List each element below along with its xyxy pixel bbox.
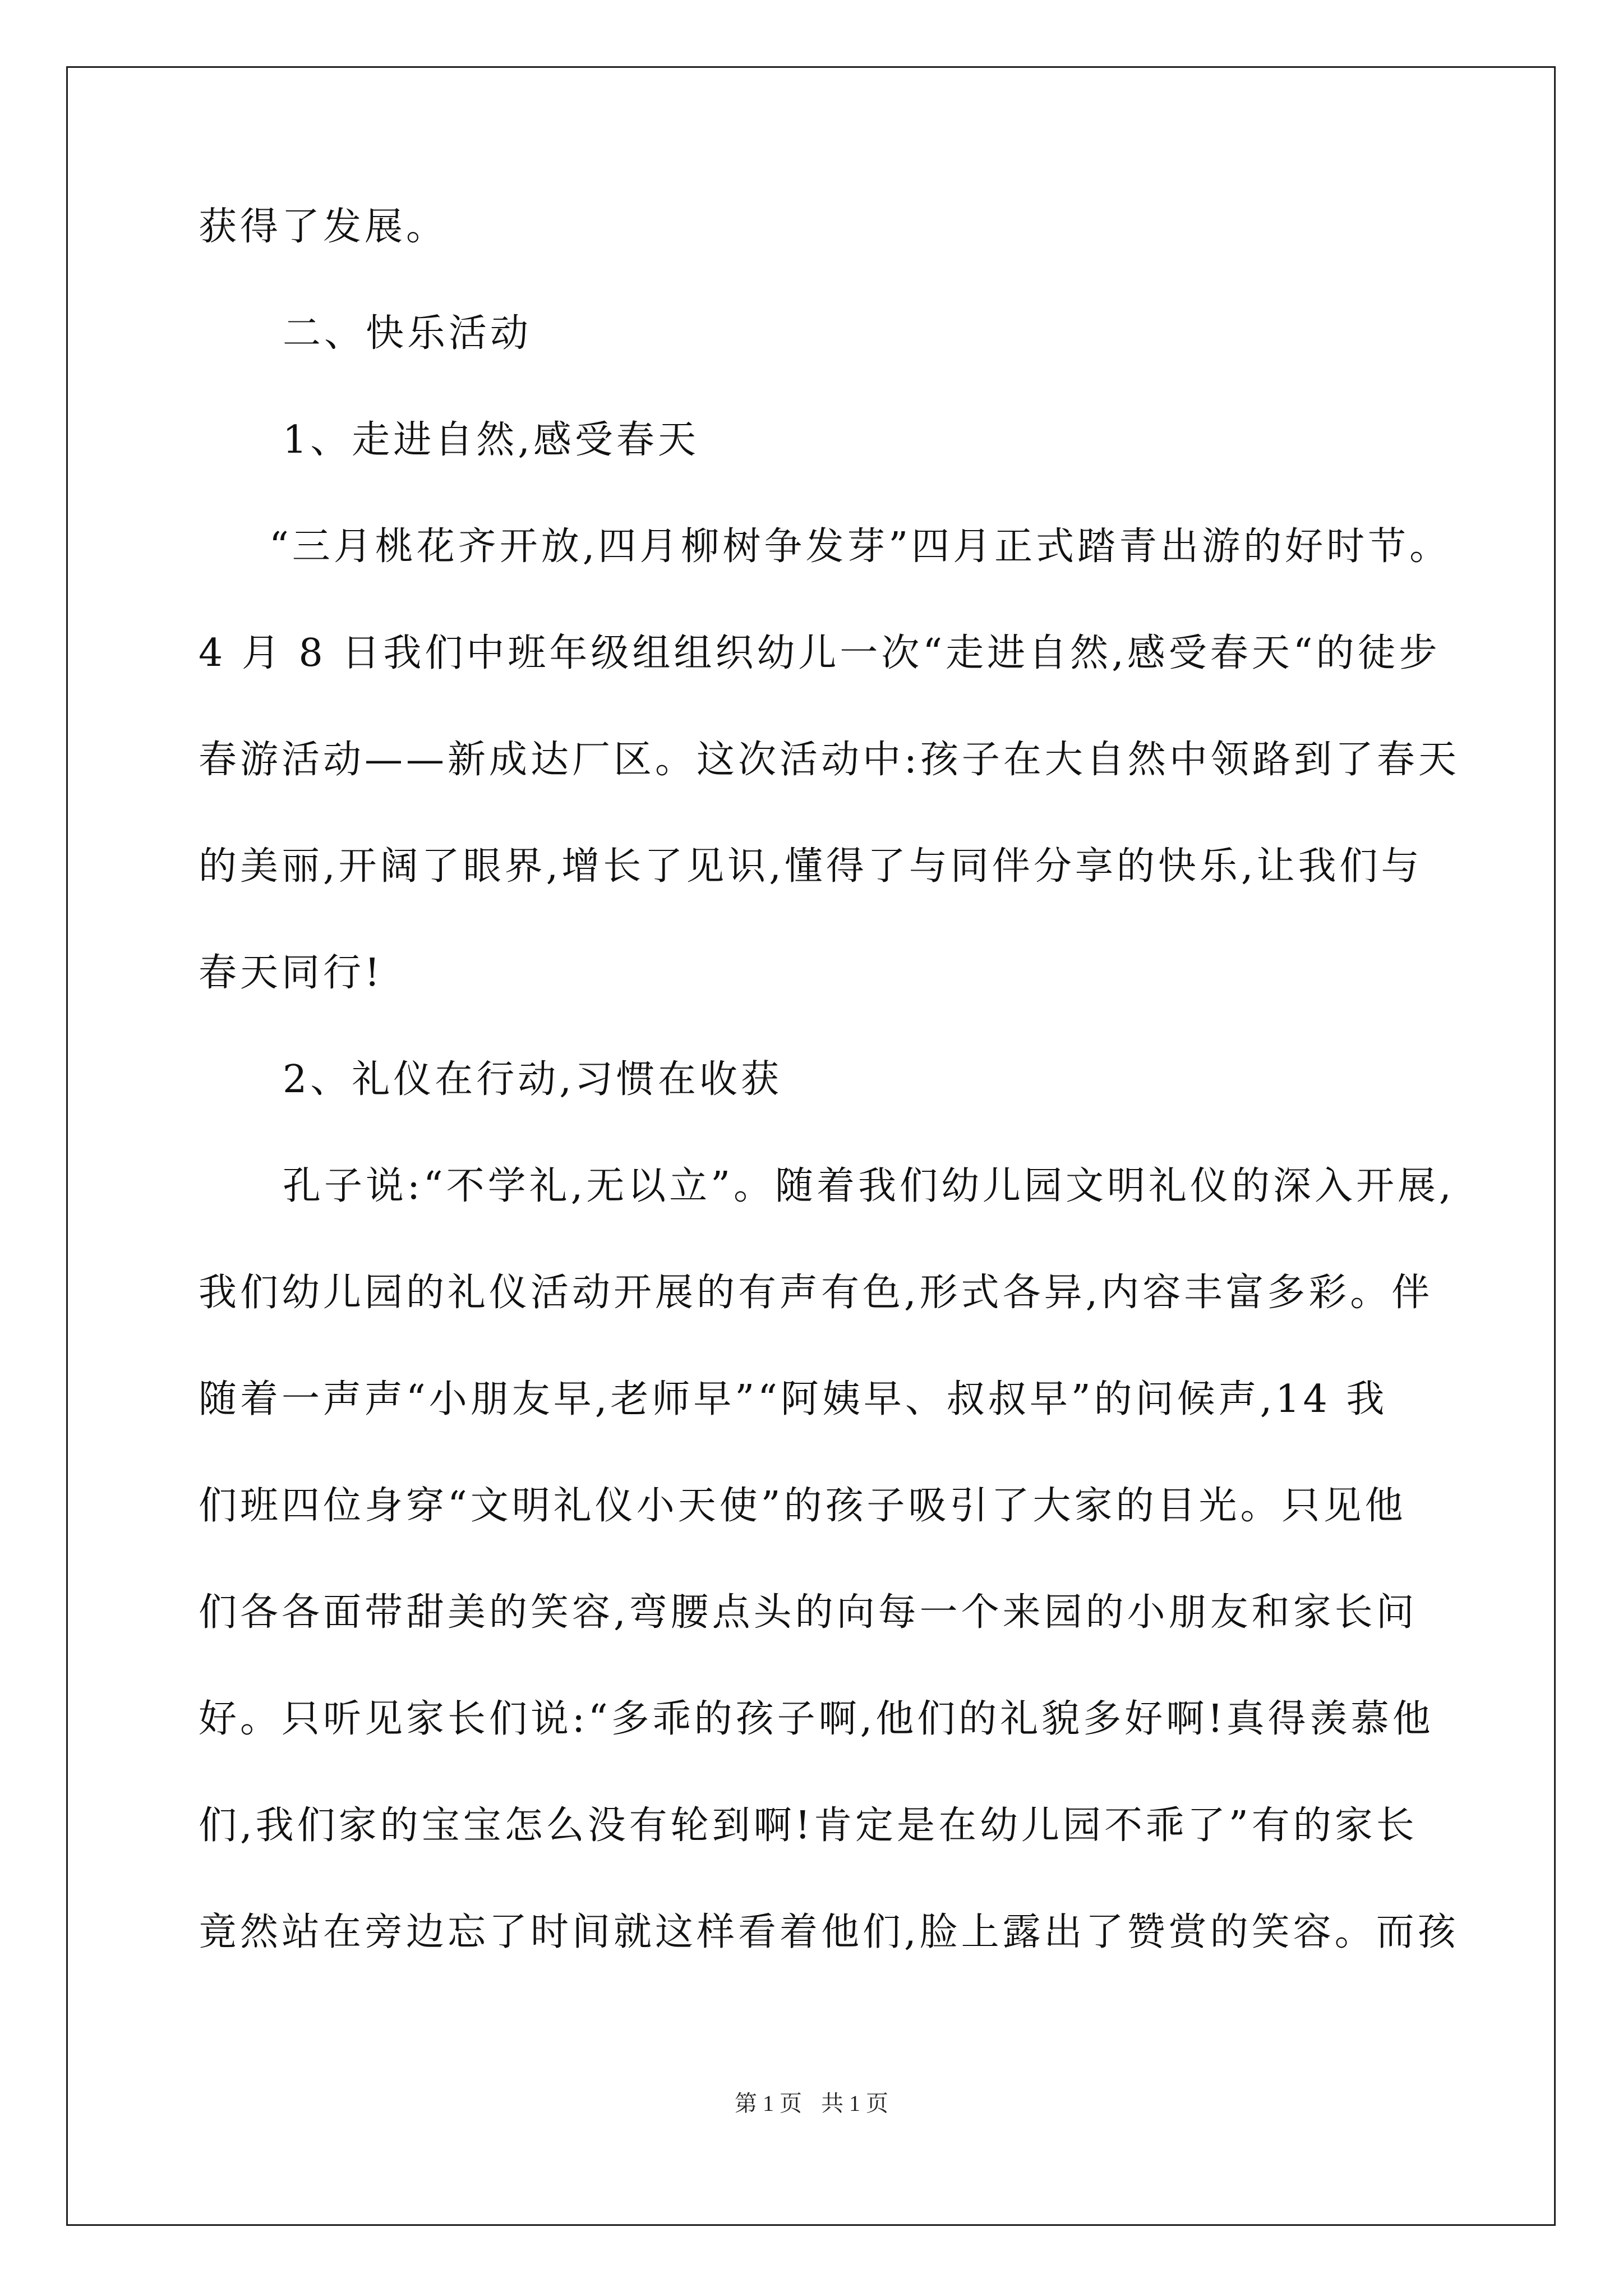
text-line: “三月桃花齐开放,四月柳树争发芽”四月正式踏青出游的好时节。 [269,524,1451,569]
text-line: 竟然站在旁边忘了时间就这样看着他们,脸上露出了赞赏的笑容。而孩 [199,1910,1459,1954]
page-border [66,66,1556,2226]
text-line: 们各各面带甜美的笑容,弯腰点头的向每一个来园的小朋友和家长问 [199,1590,1418,1635]
subsection-heading: 1、走进自然,感受春天 [283,418,699,462]
text-line: 孔子说:“不学礼,无以立”。随着我们幼儿园文明礼仪的深入开展, [283,1164,1455,1208]
subsection-heading: 2、礼仪在行动,习惯在收获 [283,1057,782,1102]
text-line: 们班四位身穿“文明礼仪小天使”的孩子吸引了大家的目光。只见他 [199,1484,1407,1528]
section-heading: 二、快乐活动 [283,311,532,356]
text-line: 春游活动——新成达厂区。这次活动中:孩子在大自然中领路到了春天 [199,738,1460,782]
text-line: 4 月 8 日我们中班年级组组织幼儿一次“走进自然,感受春天“的徒步 [199,631,1441,675]
page-total: 共 1 页 [821,2091,888,2116]
page-footer [0,2087,1623,2120]
text-line: 获得了发展。 [199,205,448,249]
text-line: 春天同行! [199,951,384,995]
text-line: 们,我们家的宝宝怎么没有轮到啊!肯定是在幼儿园不乖了”有的家长 [199,1803,1418,1848]
text-line: 好。只听见家长们说:“多乖的孩子啊,他们的礼貌多好啊!真得羡慕他 [199,1697,1434,1741]
text-line: 的美丽,开阔了眼界,增长了见识,懂得了与同伴分享的快乐,让我们与 [199,844,1423,889]
text-line: 随着一声声“小朋友早,老师早”“阿姨早、叔叔早”的问候声,14 我 [199,1377,1388,1421]
page-number: 第 1 页 [735,2091,802,2116]
text-line: 我们幼儿园的礼仪活动开展的有声有色,形式各异,内容丰富多彩。伴 [199,1271,1433,1315]
